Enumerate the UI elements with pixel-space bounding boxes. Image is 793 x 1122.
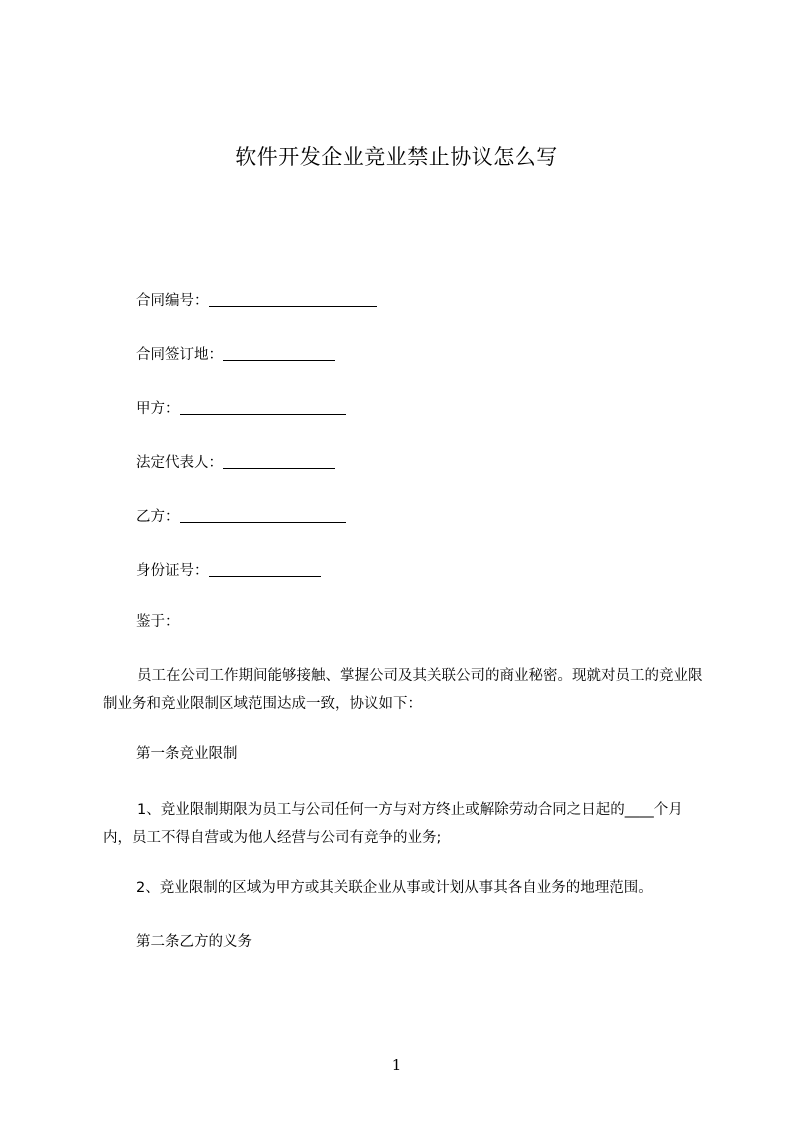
article1-item2: 2、竞业限制的区域为甲方或其关联企业从事或计划从事其各自业务的地理范围。 xyxy=(136,880,653,896)
contract-number-field xyxy=(136,291,377,311)
party-a-label: 甲方： xyxy=(136,401,180,417)
party-a-blank[interactable] xyxy=(180,400,346,415)
legal-representative-field xyxy=(136,453,335,473)
article1-heading: 第一条竞业限制 xyxy=(136,746,238,762)
intro-paragraph: 员工在公司工作期间能够接触、掌握公司及其关联公司的商业秘密。现就对员工的竞业限制业务和竞业限制区域范围达成一致，协议如下： xyxy=(103,668,703,712)
party-b-field xyxy=(136,507,346,527)
signing-place-label: 合同签订地： xyxy=(136,347,223,363)
legal-representative-label: 法定代表人： xyxy=(136,455,223,471)
id-number-field xyxy=(136,561,321,581)
id-number-blank[interactable] xyxy=(209,562,321,577)
party-b-label: 乙方： xyxy=(136,509,180,525)
document-title: 软件开发企业竞业禁止协议怎么写 xyxy=(235,145,558,169)
signing-place-blank[interactable] xyxy=(223,346,335,361)
article2-heading: 第二条乙方的义务 xyxy=(136,934,252,950)
page-number: 1 xyxy=(391,1056,402,1074)
contract-number-blank[interactable] xyxy=(209,292,377,307)
article1-item1: 1、竞业限制期限为员工与公司任何一方与对方终止或解除劳动合同之日起的____个月内，员工不得自营或为他人经营与公司有竞争的业务; xyxy=(103,802,683,846)
whereas-heading: 鉴于： xyxy=(136,614,180,630)
legal-representative-blank[interactable] xyxy=(223,454,335,469)
id-number-label: 身份证号： xyxy=(136,563,209,579)
contract-number-label: 合同编号： xyxy=(136,293,209,309)
party-a-field xyxy=(136,399,346,419)
signing-place-field xyxy=(136,345,335,365)
party-b-blank[interactable] xyxy=(180,508,346,523)
